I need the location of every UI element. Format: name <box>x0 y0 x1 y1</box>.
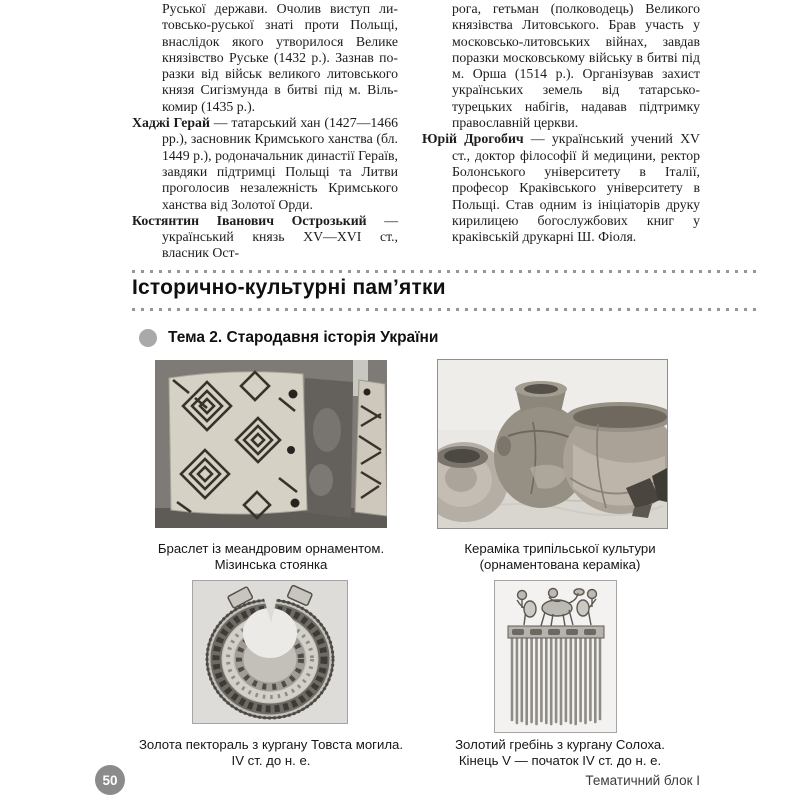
caption-line: Браслет із меандровим орнаментом. <box>157 541 385 556</box>
topic-bullet-icon <box>139 329 157 347</box>
section-title: Історично-культурні пам’ятки <box>132 276 446 299</box>
glossary-entry <box>132 213 398 262</box>
figure-comb <box>495 581 616 732</box>
entry-text: — татарський хан (1427—1466 рр.), засновник Кримського ханства (бл. 1449 р.), родоначальник династії Гераїв, завдяки підтримці Польщі та Литви проголосив незалежність Кримського ханства від Золотої Орди. <box>162 115 398 212</box>
entry-text: — український учений XV ст., доктор філософії й медицини, ректор Болонського університету в Італії, професор Краківського університету в Польщі. Став одним із ініціаторів друку кирилицею богослужбових книг у краківській друкарні Ш. Фіоля. <box>452 131 701 245</box>
glossary-left-column <box>132 1 398 262</box>
entry-term: Юрій Дрогобич <box>422 131 524 147</box>
page-number-badge: 50 <box>95 765 125 795</box>
bracelet-photo <box>155 360 387 528</box>
glossary-entry <box>132 1 398 115</box>
topic-label: Тема 2. Стародавня історія України <box>168 329 439 346</box>
caption-line: Мізинська стоянка <box>214 556 328 572</box>
figure-caption-bracelet <box>132 541 410 572</box>
glossary-entry <box>132 115 398 213</box>
glossary-right-column <box>422 1 700 262</box>
pottery-photo <box>438 360 667 528</box>
glossary-entry <box>422 131 700 245</box>
pectoral-photo <box>193 581 347 723</box>
caption-line: Золота пектораль з кургану Товста могила. <box>138 737 404 752</box>
dotted-rule-bottom <box>132 308 762 311</box>
caption-line: Кінець V — початок IV ст. до н. е. <box>458 752 662 768</box>
caption-line: Кераміка трипільської культури <box>464 541 656 556</box>
caption-line: (орнаментована кераміка) <box>479 556 641 572</box>
caption-line: IV ст. до н. е. <box>231 752 311 768</box>
glossary-entry <box>422 1 700 131</box>
figure-pottery <box>438 360 667 528</box>
footer-section-label: Тематичний блок І <box>585 773 700 788</box>
entry-term: Хаджі Герай <box>132 115 210 131</box>
figure-caption-comb <box>420 737 700 768</box>
glossary <box>132 1 700 262</box>
dotted-rule-top <box>132 270 762 273</box>
figure-caption-pottery <box>420 541 700 572</box>
topic-heading <box>139 329 438 347</box>
entry-text: — український князь XV—XVI ст., власник Ост- <box>162 212 399 261</box>
figure-caption-pectoral <box>132 737 410 768</box>
entry-text: Руської держави. Очолив виступ литовсько-руської знаті проти Польщі, внаслідок якого утворилося Велике князівство Руське (1432 р.). Зазнав поразки від військ великого литовського князя Сигізмунда в битві під м. Вількомир (1435 р.). <box>162 1 398 114</box>
figure-bracelet <box>155 360 387 528</box>
entry-term: Костянтин Іванович Острозький <box>132 212 367 228</box>
entry-text: рога, гетьман (полководець) Великого князівства Литовського. Брав участь у московсько-литовських війнах, завдав поразки московському війську в битві під м. Орша (1514 р.). Організував захист українських земель від татарсько-турецьких набігів, надавав підтримку православній церкви. <box>452 1 700 131</box>
comb-photo <box>495 581 616 732</box>
caption-line: Золотий гребінь з кургану Солоха. <box>455 737 665 752</box>
figure-pectoral <box>193 581 347 723</box>
